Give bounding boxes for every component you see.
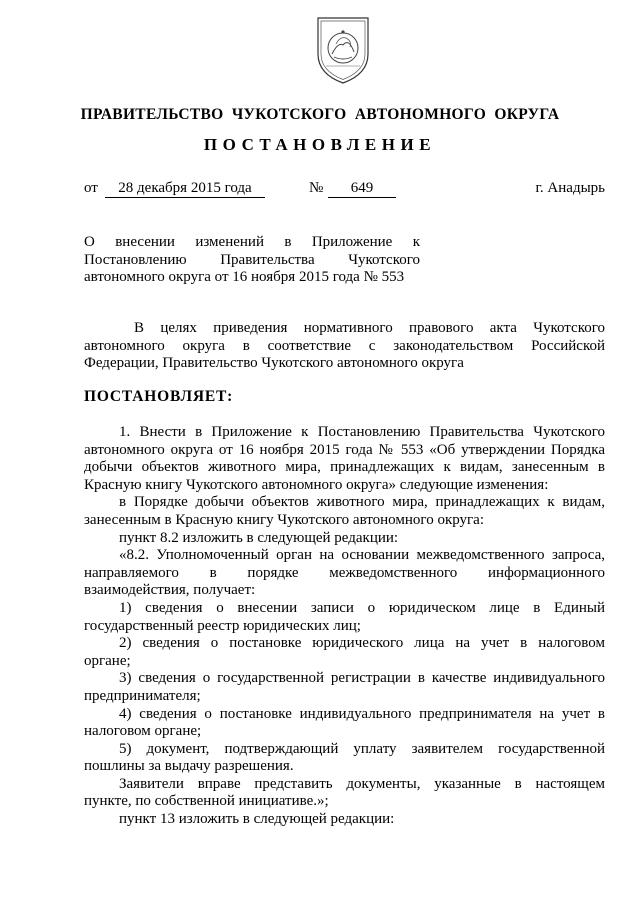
body-line: направляемого в порядке межведомственного информационного <box>84 564 605 581</box>
body-line: «8.2. Уполномоченный орган на основании межведомственного запроса, <box>119 547 605 564</box>
body-line: автономного округа от 16 ноября 2015 года № 553 «Об утверждении Порядка <box>84 441 605 458</box>
body-line: 1) сведения о внесении записи о юридическом лице в Единый <box>119 599 605 616</box>
preamble <box>84 320 605 373</box>
subject-line: О внесении изменений в Приложение к <box>84 234 420 250</box>
document-date: 28 декабря 2015 года <box>105 180 265 198</box>
body-line: Заявители вправе представить документы, указанные в настоящем <box>119 775 605 792</box>
document-subject <box>84 234 420 287</box>
body-line: Красную книгу Чукотского автономного округа» следующие изменения: <box>84 476 549 493</box>
body-line: пункт 13 изложить в следующей редакции: <box>119 811 395 828</box>
body-line: занесенным в Красную книгу Чукотского автономного округа: <box>84 511 485 528</box>
number-label: № <box>309 180 324 196</box>
body-line: пошлины за выдачу разрешения. <box>84 758 294 775</box>
government-title: ПРАВИТЕЛЬСТВО ЧУКОТСКОГО АВТОНОМНОГО ОКРУГА <box>80 106 560 123</box>
body-line: 5) документ, подтверждающий уплату заявителем государственной <box>119 740 605 757</box>
document-city: г. Анадырь <box>535 180 605 196</box>
subject-line: Постановлению Правительства Чукотского <box>84 251 420 268</box>
body-line: предпринимателя; <box>84 687 201 704</box>
preamble-line: автономного округа в соответствие с законодательством Российской <box>84 337 605 354</box>
date-from-label: от <box>84 180 98 196</box>
document-number: 649 <box>328 180 396 198</box>
body-line: взаимодействия, получает: <box>84 582 256 599</box>
body-line: государственный реестр юридических лиц; <box>84 617 361 634</box>
body-line: 1. Внести в Приложение к Постановлению Правительства Чукотского <box>119 424 605 440</box>
document-type: ПОСТАНОВЛЕНИЕ <box>203 135 437 154</box>
preamble-line: Федерации, Правительство Чукотского автономного округа <box>84 355 464 372</box>
body-line: налоговом органе; <box>84 723 202 740</box>
body-line: пункте, по собственной инициативе.»; <box>84 793 329 810</box>
body-line: пункт 8.2 изложить в следующей редакции: <box>119 529 399 546</box>
body-line: в Порядке добычи объектов животного мира, принадлежащих к видам, <box>119 494 605 511</box>
coat-of-arms-icon <box>312 14 374 86</box>
document-body <box>84 424 605 829</box>
subject-line: автономного округа от 16 ноября 2015 года № 553 <box>84 269 405 286</box>
preamble-line: В целях приведения нормативного правового акта Чукотского <box>134 320 605 336</box>
dateline <box>84 180 605 202</box>
body-line: 2) сведения о постановке юридического лица на учет в налоговом <box>119 635 605 652</box>
body-line: 3) сведения о государственной регистрации в качестве индивидуального <box>119 670 605 687</box>
body-line: органе; <box>84 652 131 669</box>
resolves-heading: ПОСТАНОВЛЯЕТ: <box>84 388 234 405</box>
body-line: 4) сведения о постановке индивидуального предпринимателя на учет в <box>119 705 605 722</box>
body-line: добычи объектов животного мира, принадлежащих к видам, занесенным в <box>84 459 605 476</box>
